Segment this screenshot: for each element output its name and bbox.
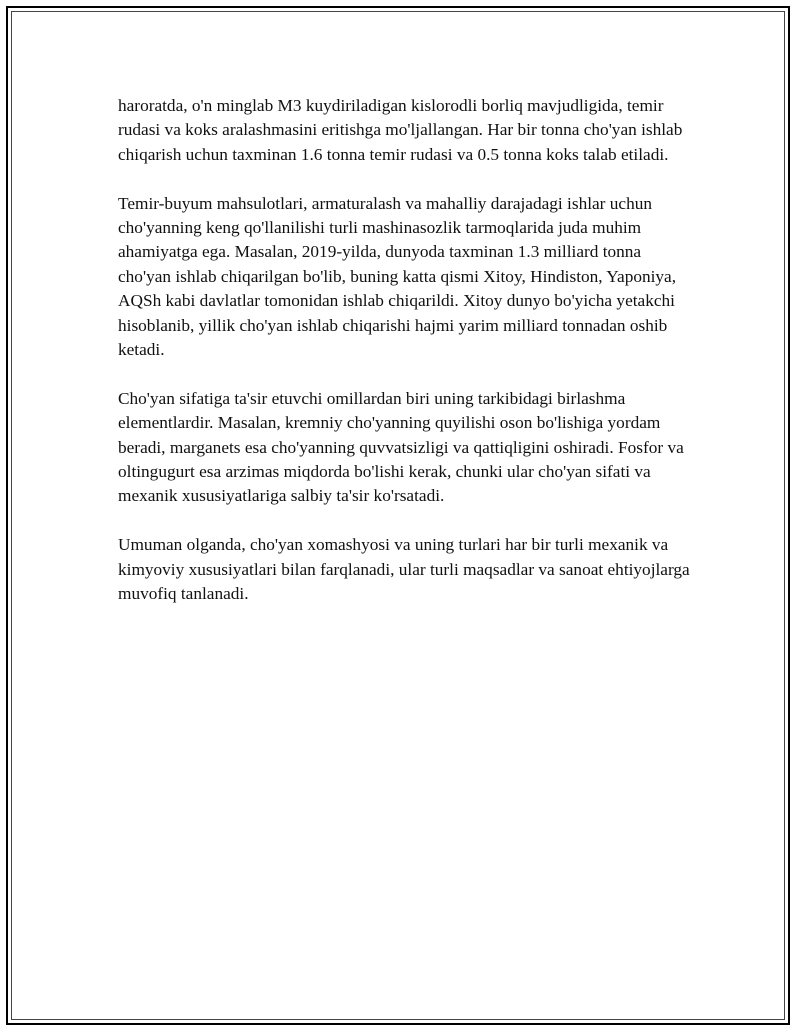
paragraph-4: Umuman olganda, cho'yan xomashyosi va uning turlari har bir turli mexanik va kimyoviy xususiyatlari bilan farqlanadi, ular turli maqsadlar va sanoat ehtiyojlarga muvofiq tanlanadi. — [118, 535, 690, 604]
paragraph-1: haroratda, o'n minglab M3 kuydiriladigan kislorodli borliq mavjudligida, temir rudasi va koks aralashmasini eritishga mo'ljallangan. Har bir tonna cho'yan ishlab chiqarish uchun taxminan 1.6 tonna temir rudasi va 0.5 tonna koks talab etiladi. — [118, 96, 683, 164]
document-body — [118, 94, 696, 631]
paragraph-2: Temir-buyum mahsulotlari, armaturalash va mahalliy darajadagi ishlar uchun cho'yanning keng qo'llanilishi turli mashinasozlik tarmoqlarida juda muhim ahamiyatga ega. Masalan, 2019-yilda, dunyoda taxminan 1.3 milliard tonna cho'yan ishlab chiqarilgan bo'lib, buning katta qismi Xitoy, Hindiston, Yaponiya, AQSh kabi davlatlar tomonidan ishlab chiqarildi. Xitoy dunyo bo'yicha yetakchi hisoblanib, yillik cho'yan ishlab chiqarishi hajmi yarim milliard tonnadan oshib ketadi. — [118, 193, 677, 360]
paragraph-3: Cho'yan sifatiga ta'sir etuvchi omillardan biri uning tarkibidagi birlashma elementlardir. Masalan, kremniy cho'yanning quyilishi oson bo'lishiga yordam beradi, marganets esa cho'yanning quvvatsizligi va qattiqligini oshiradi. Fosfor va oltingugurt esa arzimas miqdorda bo'lishi kerak, chunki ular cho'yan sifati va mexanik xususiyatlariga salbiy ta'sir ko'rsatadi. — [118, 388, 684, 506]
